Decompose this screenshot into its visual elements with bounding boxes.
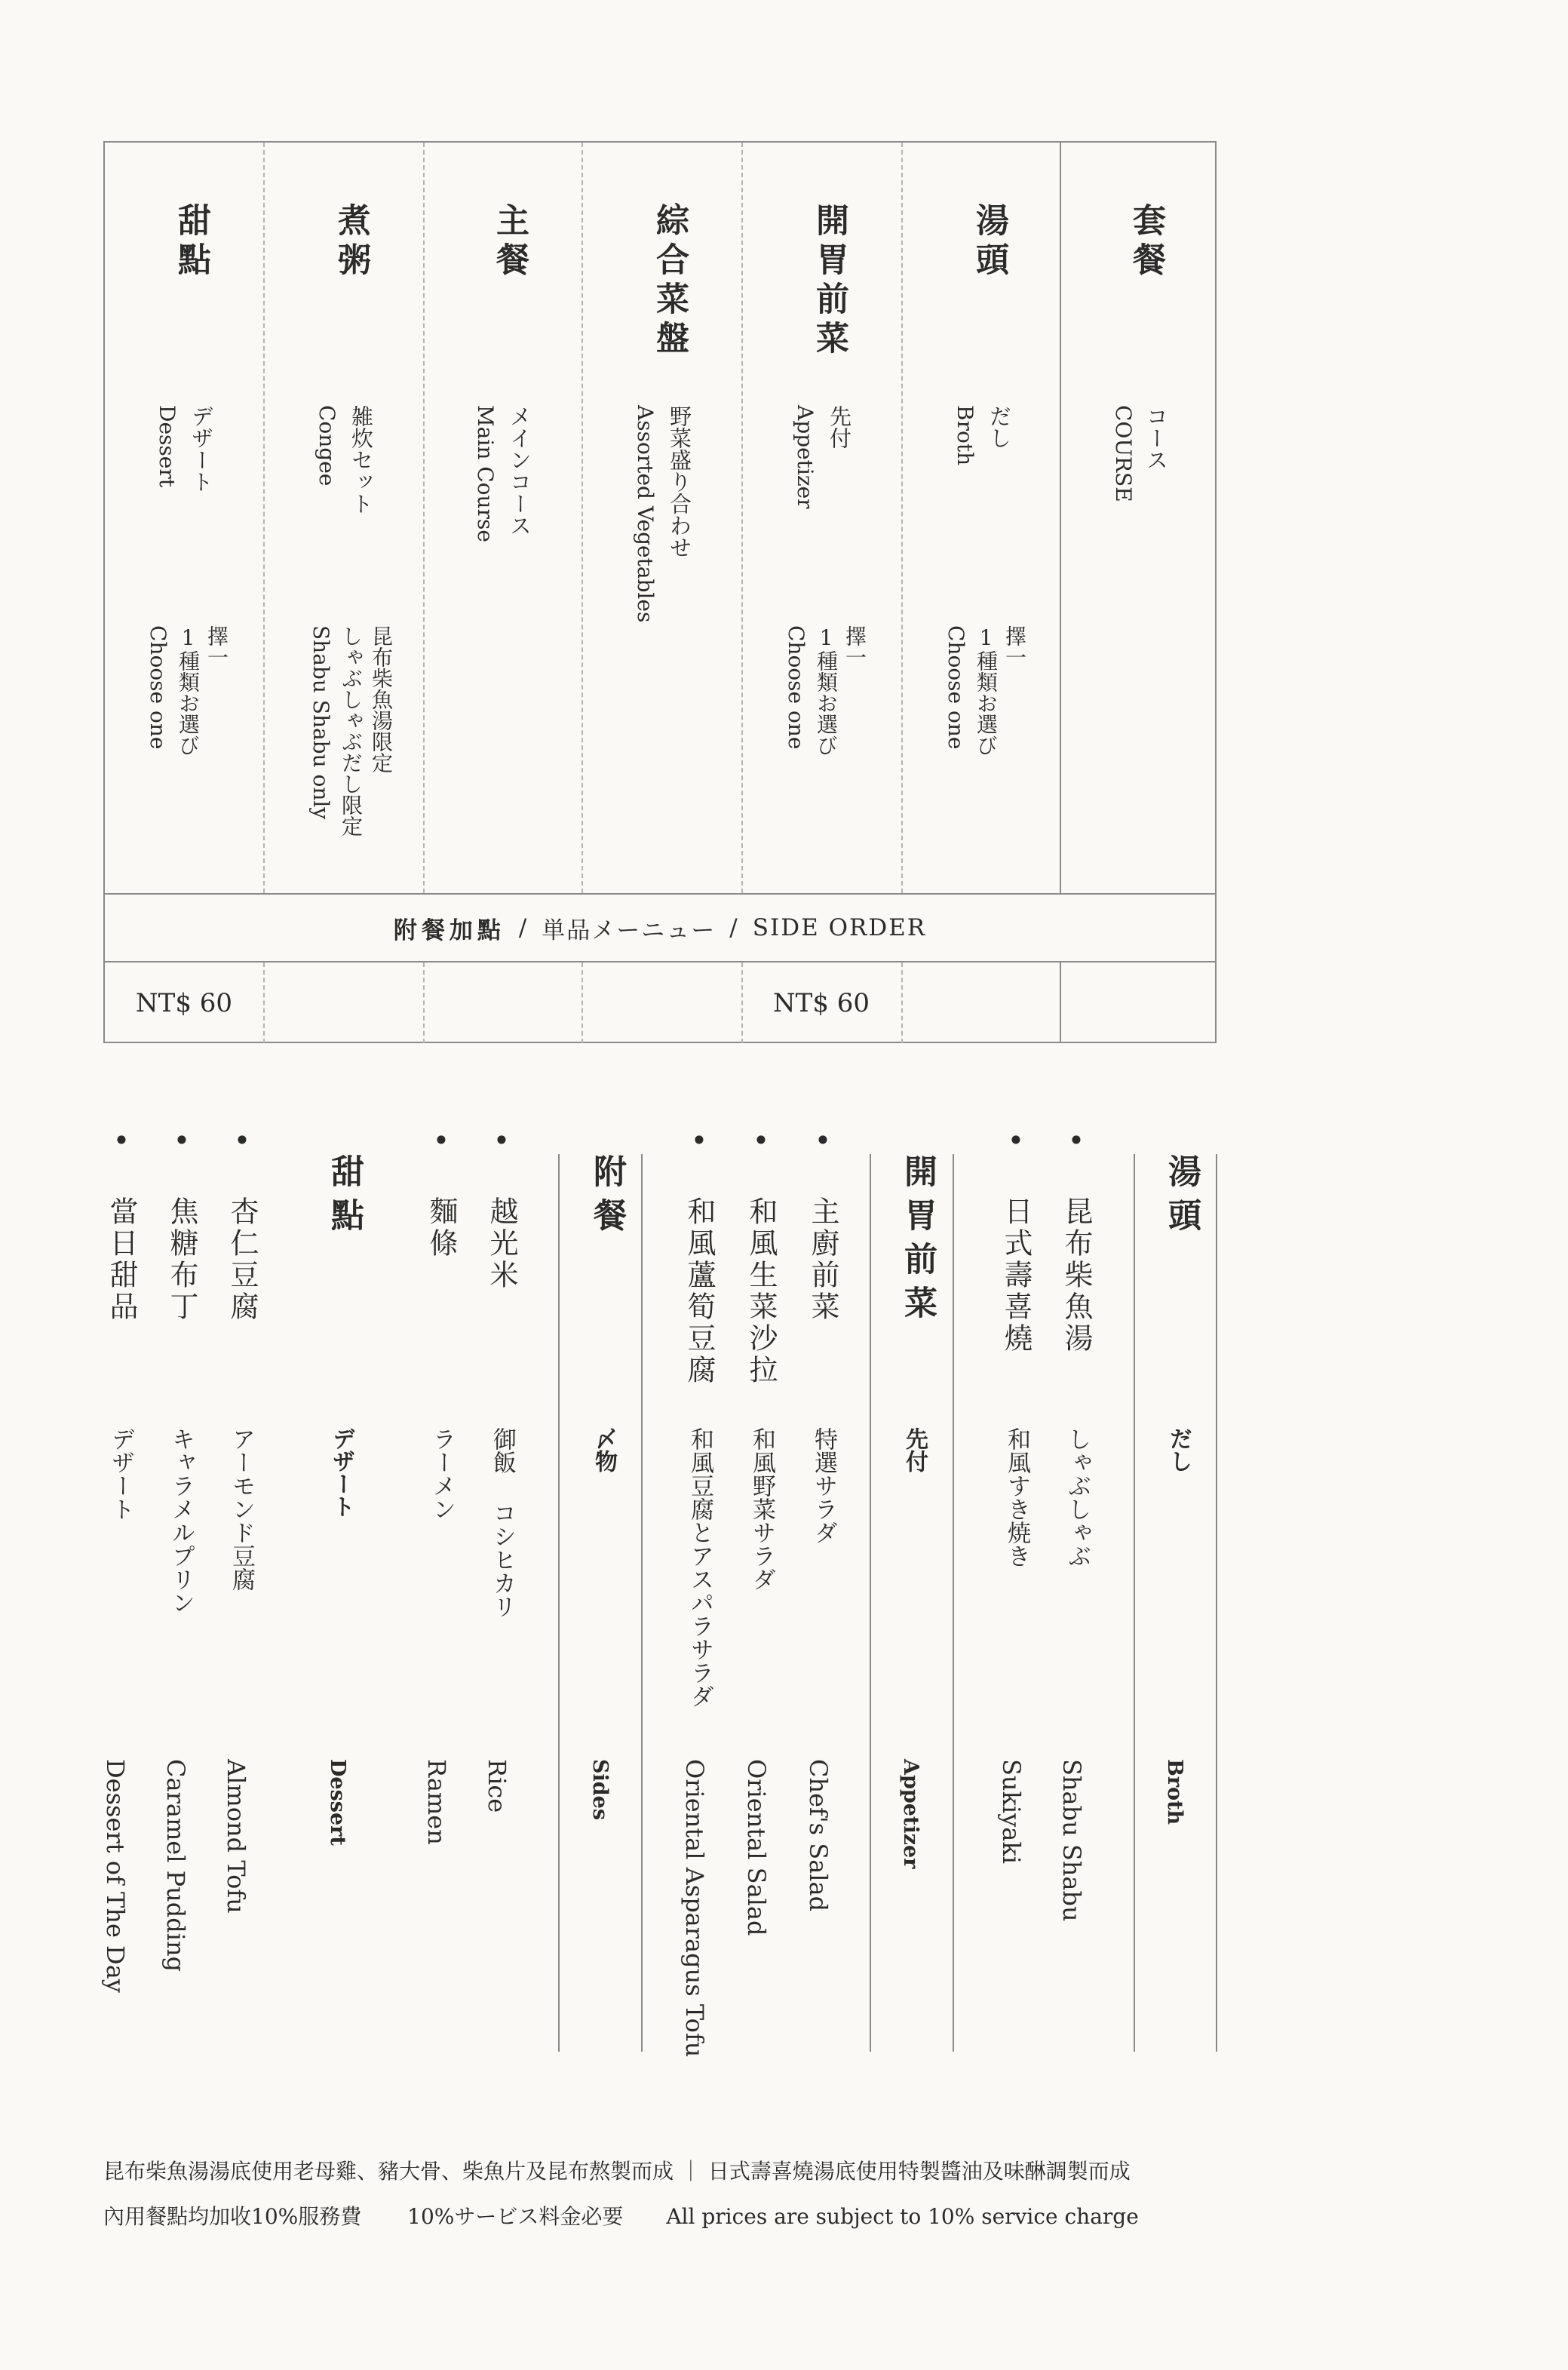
side-order-separator: / <box>729 914 739 941</box>
course-col-note-en: Choose one <box>146 625 170 750</box>
section-en-sides: Sides <box>588 1759 612 1821</box>
course-col-note-jp: しゃぶしゃぶだし限定 <box>339 625 364 837</box>
menu-item-en: Ramen <box>422 1759 451 1845</box>
course-col-sub-jp: 先付 <box>827 405 852 449</box>
menu-item-jp: 和風野菜サラダ <box>748 1427 775 1591</box>
course-col-note-en: Choose one <box>784 625 809 750</box>
course-col-sub-en: Appetizer <box>793 405 818 509</box>
course-col-main <box>423 143 583 893</box>
menu-item-en: Almond Tofu <box>222 1759 250 1914</box>
divider-line <box>641 1154 643 2052</box>
course-col-sub-en: Assorted Vegetables <box>633 405 658 623</box>
course-col-sub-jp: コース <box>1143 405 1169 471</box>
menu-item-zh: • 和風生菜沙拉 <box>744 1124 778 1386</box>
menu-item-zh: • 主廚前菜 <box>806 1124 839 1323</box>
section-jp-appetizer: 先付 <box>901 1427 928 1472</box>
divider-line <box>558 1154 560 2052</box>
course-col-note-en: Choose one <box>944 625 968 750</box>
course-col-dessert <box>105 143 265 893</box>
menu-item-jp: アーモンド豆腐 <box>228 1427 255 1591</box>
service-charge-zh: 內用餐點均加收10%服務費 <box>103 2204 362 2229</box>
section-title-dessert: 甜點 <box>325 1154 364 1242</box>
course-col-note-zh: 昆布柴魚湯限定 <box>369 625 394 773</box>
course-col-sub-jp: 雑炊セット <box>348 405 374 514</box>
course-col-note-jp: 1種類お選び <box>974 625 999 756</box>
side-order-zh: 附餐加點 <box>393 916 505 944</box>
service-charge-jp: 10%サービス料金必要 <box>407 2204 624 2229</box>
menu-item-zh: • 越光米 <box>485 1124 518 1291</box>
menu-item-jp: 御飯 コシヒカリ <box>489 1427 516 1618</box>
side-order-separator: / <box>518 914 529 941</box>
course-col-title: 綜合菜盤 <box>650 203 689 360</box>
menu-item-zh: • 昆布柴魚湯 <box>1060 1124 1093 1355</box>
course-table <box>103 141 1217 1043</box>
section-title-broth: 湯頭 <box>1162 1154 1201 1242</box>
menu-item-en: Shabu Shabu <box>1057 1759 1086 1922</box>
section-en-appetizer: Appetizer <box>899 1759 922 1869</box>
service-charge-en: All prices are subject to 10% service charge <box>666 2204 1139 2229</box>
menu-item-jp: ラーメン <box>428 1427 456 1521</box>
section-jp-broth: だし <box>1165 1427 1192 1472</box>
divider-line <box>953 1154 954 2052</box>
course-col-note-jp: 1種類お選び <box>814 625 839 756</box>
course-col-title: 主餐 <box>490 203 529 281</box>
course-col-note-zh: 擇一 <box>1002 625 1027 668</box>
divider-line <box>1216 1154 1217 2052</box>
menu-item-zh: • 和風蘆筍豆腐 <box>683 1124 716 1386</box>
course-col-appetizer <box>741 143 903 893</box>
footer-service-charge <box>103 2200 1139 2230</box>
course-col-title: 甜點 <box>172 203 210 281</box>
course-col-note-jp: 1種類お選び <box>176 625 201 756</box>
course-col-course <box>1061 143 1215 893</box>
course-col-broth <box>901 143 1061 893</box>
course-col-sub-en: Congee <box>315 405 339 487</box>
course-col-title: 套餐 <box>1127 203 1165 281</box>
course-col-sub-en: Dessert <box>155 405 180 487</box>
price-cell-empty <box>1061 962 1215 1043</box>
menu-item-en: Oriental Salad <box>742 1759 771 1936</box>
menu-item-en: Sukiyaki <box>997 1759 1026 1864</box>
menu-item-jp: しゃぶしゃぶ <box>1063 1427 1091 1567</box>
course-col-sub-en: Broth <box>953 405 977 466</box>
course-col-sub-jp: メインコース <box>507 405 532 536</box>
menu-item-zh: • 杏仁豆腐 <box>226 1124 259 1323</box>
section-jp-sides: 〆物 <box>591 1427 617 1472</box>
price-cell-empty <box>581 962 743 1043</box>
menu-item-en: Dessert of The Day <box>101 1759 130 1993</box>
course-col-sub-en: Main Course <box>473 405 498 542</box>
course-col-sub-jp: 野菜盛り合わせ <box>667 405 692 558</box>
course-col-note-zh: 擇一 <box>842 625 867 668</box>
price-cell-empty <box>423 962 583 1043</box>
section-en-dessert: Dessert <box>326 1759 349 1846</box>
menu-item-jp: キャラメルプリン <box>167 1427 195 1614</box>
menu-item-jp: 特選サラダ <box>810 1427 837 1544</box>
price-value: NT$ 60 <box>772 987 870 1018</box>
course-col-note-zh: 擇一 <box>204 625 229 668</box>
course-col-vegetables <box>581 143 743 893</box>
course-col-congee <box>263 143 425 893</box>
side-order-en: SIDE ORDER <box>752 914 927 941</box>
course-col-title: 開胃前菜 <box>810 203 848 360</box>
price-cell-empty <box>263 962 425 1043</box>
side-order-jp: 単品メーニュー <box>542 916 716 944</box>
menu-item-zh: • 日式壽喜燒 <box>999 1124 1033 1355</box>
course-col-note-en: Shabu Shabu only <box>308 625 333 820</box>
menu-item-jp: デザート <box>107 1427 134 1521</box>
section-title-sides: 附餐 <box>588 1154 626 1242</box>
divider-line <box>1134 1154 1135 2052</box>
price-value: NT$ 60 <box>135 987 233 1018</box>
price-appetizer <box>741 962 903 1043</box>
course-col-sub-jp: デザート <box>189 405 214 493</box>
menu-item-zh: • 麵條 <box>425 1124 458 1260</box>
price-dessert <box>105 962 265 1043</box>
section-title-appetizer: 開胃前菜 <box>898 1154 937 1329</box>
footer-broth-note: 昆布柴魚湯湯底使用老母雞、豬大骨、柴魚片及昆布熬製而成 ｜ 日式壽喜燒湯底使用特製醬油及味醂調製而成 <box>103 2159 1131 2184</box>
course-col-title: 湯頭 <box>970 203 1008 281</box>
side-order-header <box>105 893 1215 962</box>
menu-item-zh: • 焦糖布丁 <box>165 1124 198 1323</box>
price-cell-empty <box>901 962 1061 1043</box>
menu-item-en: Chef's Salad <box>804 1759 833 1912</box>
course-col-sub-jp: だし <box>987 405 1012 449</box>
menu-item-zh: • 當日甜品 <box>105 1124 138 1323</box>
menu-item-en: Oriental Asparagus Tofu <box>680 1759 709 2058</box>
menu-item-jp: 和風豆腐とアスパラサラダ <box>686 1427 713 1708</box>
divider-line <box>870 1154 871 2052</box>
menu-item-en: Rice <box>483 1759 511 1813</box>
course-col-sub-en: COURSE <box>1111 405 1136 502</box>
menu-item-jp: 和風すき焼き <box>1003 1427 1030 1567</box>
section-en-broth: Broth <box>1163 1759 1186 1825</box>
course-col-title: 煮粥 <box>332 203 370 281</box>
section-jp-dessert: デザート <box>328 1427 354 1518</box>
menu-item-en: Caramel Pudding <box>161 1759 190 1972</box>
